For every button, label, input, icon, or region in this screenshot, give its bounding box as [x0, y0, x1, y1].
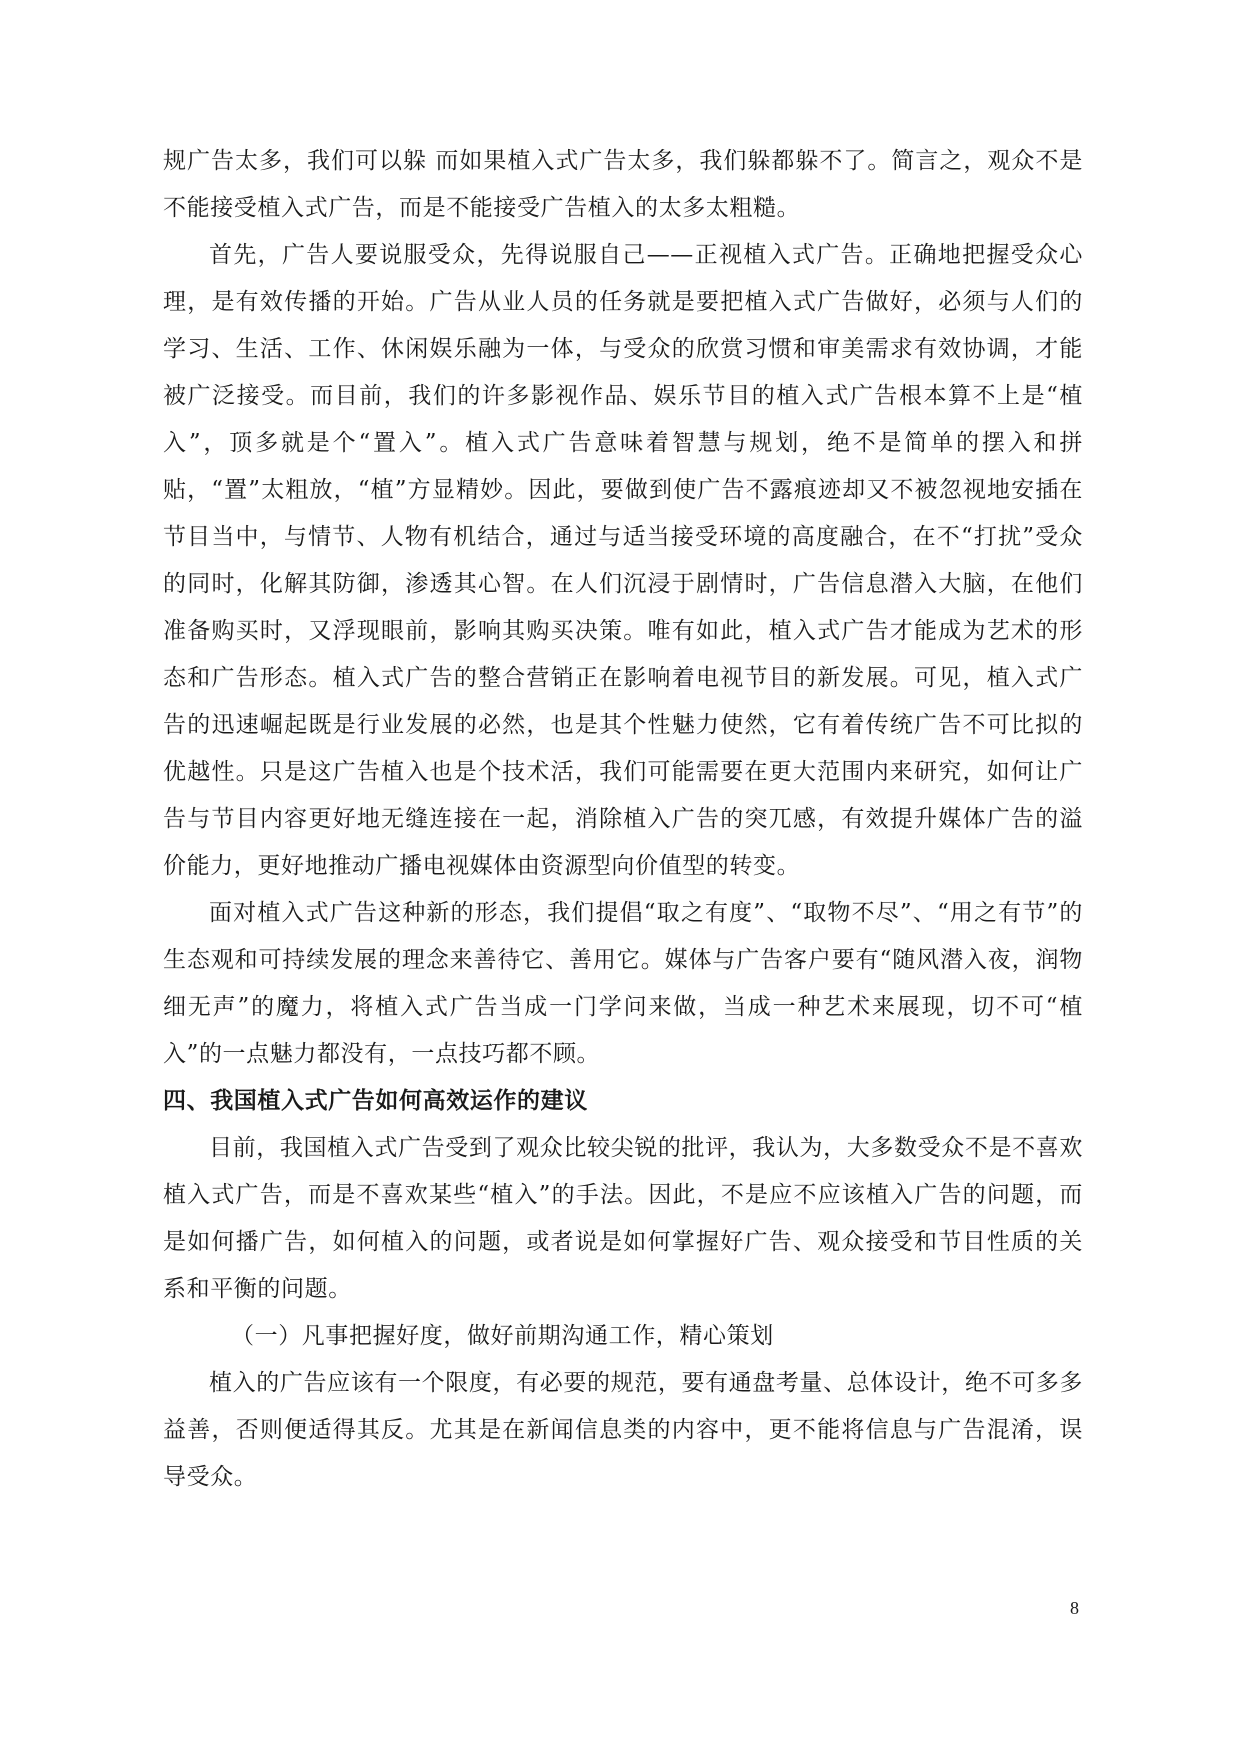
- paragraph-persuade-self: 首先，广告人要说服受众，先得说服自己——正视植入式广告。正确地把握受众心理，是有效传播的开始。广告从业人员的任务就是要把植入式广告做好，必须与人们的学习、生活、工作、休闲娱乐融为一体，与受众的欣赏习惯和审美需求有效协调，才能被广泛接受。而目前，我们的许多影视作品、娱乐节目的植入式广告根本算不上是“植入”，顶多就是个“置入”。植入式广告意味着智慧与规划，绝不是简单的摆入和拼贴，“置”太粗放，“植”方显精妙。因此，要做到使广告不露痕迹却又不被忽视地安插在节目当中，与情节、人物有机结合，通过与适当接受环境的高度融合，在不“打扰”受众的同时，化解其防御，渗透其心智。在人们沉浸于剧情时，广告信息潜入大脑，在他们准备购买时，又浮现眼前，影响其购买决策。唯有如此，植入式广告才能成为艺术的形态和广告形态。植入式广告的整合营销正在影响着电视节目的新发展。可见，植入式广告的迅速崛起既是行业发展的必然，也是其个性魅力使然，它有着传统广告不可比拟的优越性。只是这广告植入也是个技术活，我们可能需要在更大范围内来研究，如何让广告与节目内容更好地无缝连接在一起，消除植入广告的突兀感，有效提升媒体广告的溢价能力，更好地推动广播电视媒体由资源型向价值型的转变。: [163, 242, 1083, 879]
- subsection-heading: （一）凡事把握好度，做好前期沟通工作，精心策划: [231, 1323, 774, 1349]
- paragraph-continuation: 规广告太多，我们可以躲 而如果植入式广告太多，我们躲都躲不了。简言之，观众不是不能接受植入式广告，而是不能接受广告植入的太多太粗糙。: [163, 148, 1083, 221]
- page-number: 8: [1070, 1598, 1079, 1618]
- section-heading: 四、我国植入式广告如何高效运作的建议: [163, 1088, 588, 1114]
- paragraph-subsection: 植入的广告应该有一个限度，有必要的规范，要有通盘考量、总体设计，绝不可多多益善，否则便适得其反。尤其是在新闻信息类的内容中，更不能将信息与广告混淆，误导受众。: [163, 1370, 1083, 1490]
- paragraph-section-intro: 目前，我国植入式广告受到了观众比较尖锐的批评，我认为，大多数受众不是不喜欢植入式广告，而是不喜欢某些“植入”的手法。因此，不是应不应该植入广告的问题，而是如何播广告，如何植入的问题，或者说是如何掌握好广告、观众接受和节目性质的关系和平衡的问题。: [163, 1135, 1083, 1302]
- document-body: [163, 138, 1083, 1501]
- paragraph-ecology-view: 面对植入式广告这种新的形态，我们提倡“取之有度”、“取物不尽”、“用之有节”的生态观和可持续发展的理念来善待它、善用它。媒体与广告客户要有“随风潜入夜，润物细无声”的魔力，将植入式广告当成一门学问来做，当成一种艺术来展现，切不可“植入”的一点魅力都没有，一点技巧都不顾。: [163, 900, 1083, 1067]
